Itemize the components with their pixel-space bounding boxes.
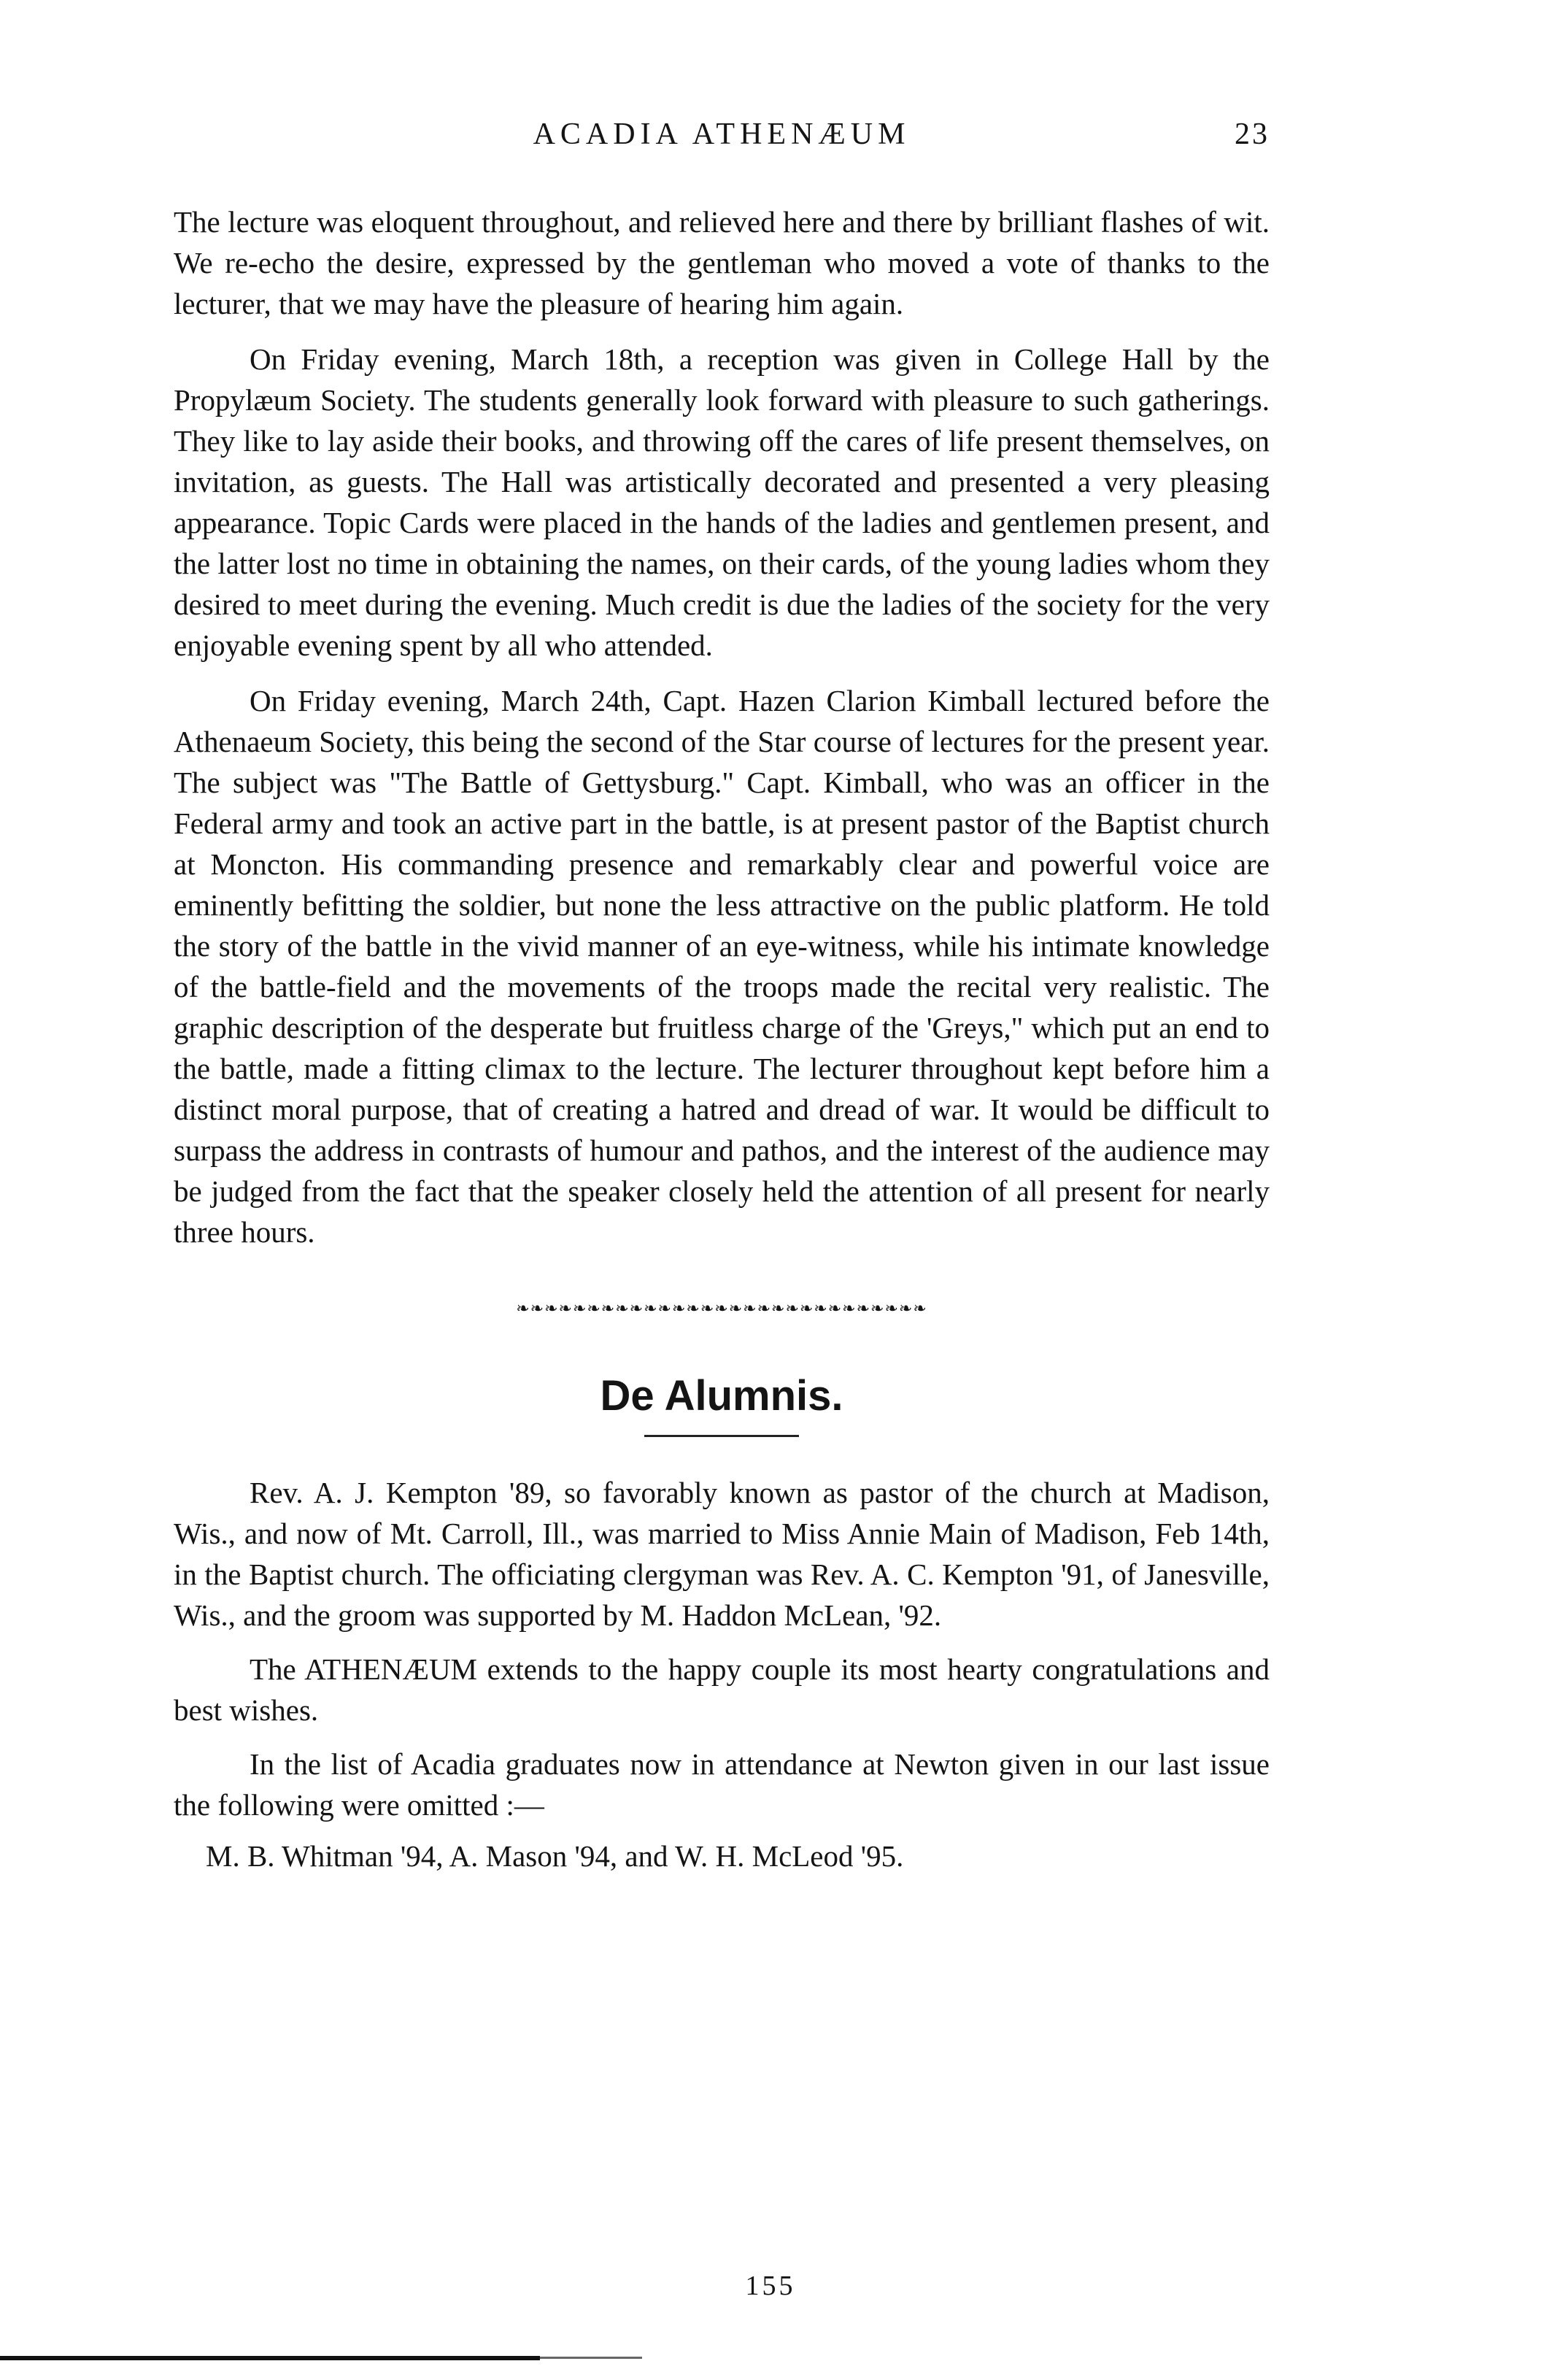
graduate-names: M. B. Whitman '94, A. Mason '94, and W. H. McLeod '95. bbox=[206, 1839, 904, 1873]
section-ornament: ❧❧❧❧❧❧❧❧❧❧❧❧❧❧❧❧❧❧❧❧❧❧❧❧❧❧❧❧❧ bbox=[516, 1299, 927, 1317]
heading-rule bbox=[644, 1435, 799, 1437]
scan-edge-fade bbox=[540, 2357, 642, 2359]
scan-edge-line bbox=[0, 2356, 540, 2360]
folio-number: 155 bbox=[745, 2271, 796, 2301]
running-title: ACADIA ATHENÆUM bbox=[533, 118, 911, 151]
paragraph-kempton-marriage: Rev. A. J. Kempton '89, so favorably known as pastor of the church at Madison, Wis., and now of Mt. Carroll, Ill., was married to Miss Annie Main of Madison, Feb 14th, in the Baptist church. The officiating clergyman was Rev. A. C. Kempton '91, of Janesville, Wis., and the groom was supported by M. Haddon McLean, '92. bbox=[174, 1476, 1270, 1632]
body-text bbox=[174, 201, 1270, 1890]
running-head bbox=[174, 117, 1270, 161]
paragraph-newton-graduates: In the list of Acadia graduates now in attendance at Newton given in our last issue the following were omitted :— bbox=[174, 1747, 1270, 1822]
paragraph-lecture-close: The lecture was eloquent throughout, and relieved here and there by brilliant flashes of wit. We re-echo the desire, expressed by the gentleman who moved a vote of thanks to the lecturer, that we may have the pleasure of hearing him again. bbox=[174, 205, 1270, 320]
page-number: 23 bbox=[1235, 118, 1270, 151]
paragraph-congratulations: The ATHENÆUM extends to the happy couple its most hearty congratulations and best wishes. bbox=[174, 1652, 1270, 1727]
alumni-section bbox=[174, 1472, 1270, 1876]
paragraph-reception: On Friday evening, March 18th, a reception was given in College Hall by the Propylæum Society. The students generally look forward with pleasure to such gatherings. They like to lay aside their books, and throwing off the cares of life present themselves, on invitation, as guests. The Hall was artistically decorated and presented a very pleasing appearance. Topic Cards were placed in the hands of the ladies and gentlemen present, and the latter lost no time in obtaining the names, on their cards, of the young ladies whom they desired to meet during the evening. Much credit is due the ladies of the society for the very enjoyable evening spent by all who attended. bbox=[174, 342, 1270, 662]
section-heading: De Alumnis. bbox=[600, 1372, 843, 1420]
paragraph-kimball-lecture: On Friday evening, March 24th, Capt. Hazen Clarion Kimball lectured before the Athenaeum Society, this being the second of the Star course of lectures for the present year. The subject was "The Battle of Gettysburg." Capt. Kimball, who was an officer in the Federal army and took an active part in the battle, is at present pastor of the Baptist church at Moncton. His commanding presence and remarkably clear and powerful voice are eminently befitting the soldier, but none the less attractive on the public platform. He told the story of the battle in the vivid manner of an eye-witness, while his intimate knowledge of the battle-field and the movements of the troops made the recital very realistic. The graphic description of the desperate but fruitless charge of the 'Greys," which put an end to the battle, made a fitting climax to the lecture. The lecturer throughout kept before him a distinct moral purpose, that of creating a hatred and dread of war. It would be difficult to surpass the address in contrasts of humour and pathos, and the interest of the audience may be judged from the fact that the speaker closely held the attention of all present for nearly three hours. bbox=[174, 684, 1270, 1249]
